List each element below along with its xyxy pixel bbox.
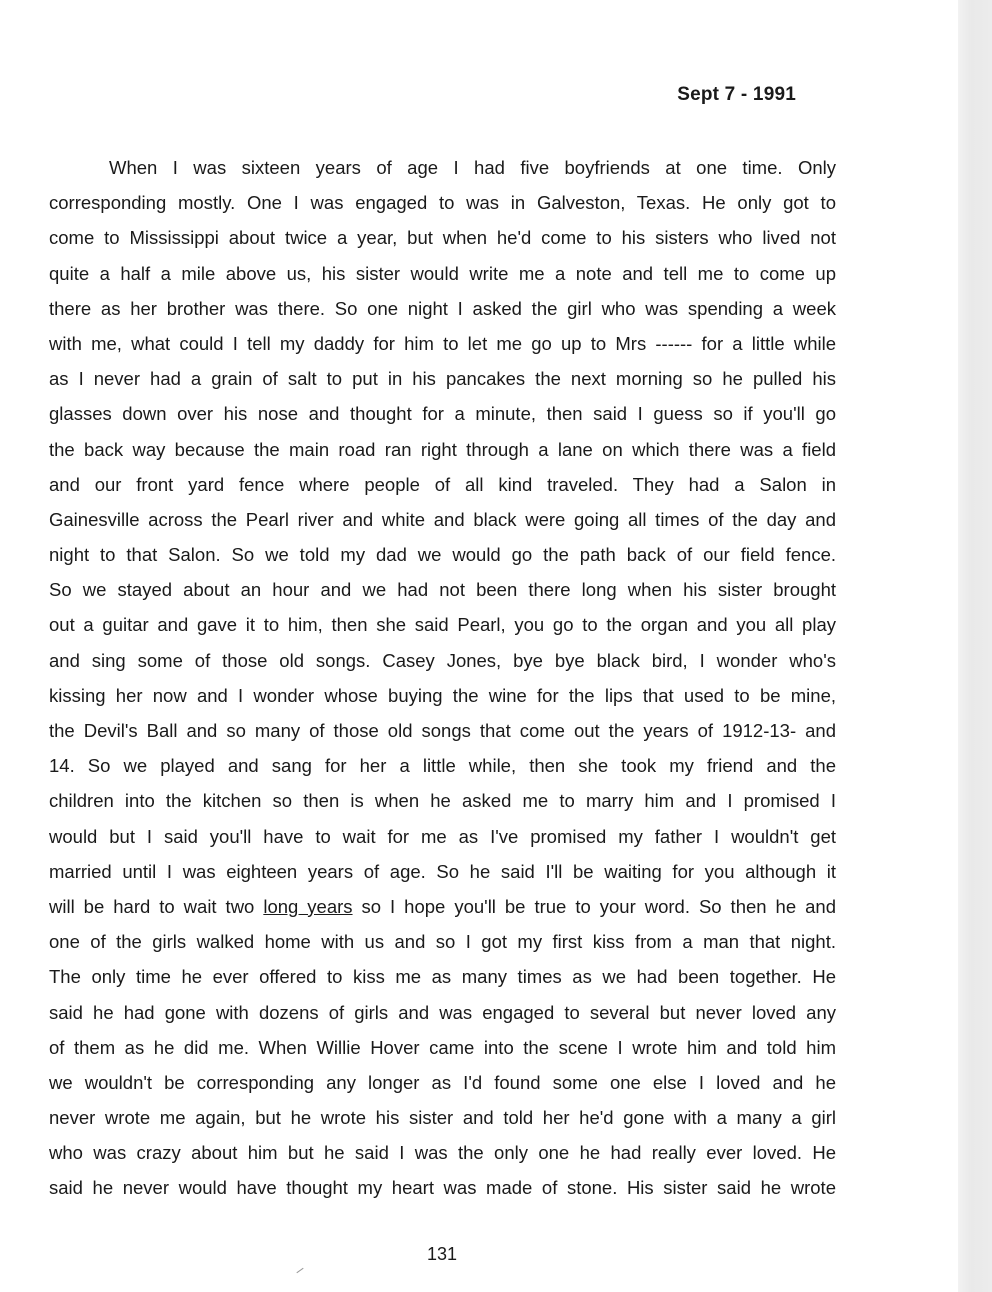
body-line-19: children into the kitchen so then is when he asked me to marry him and I promised I xyxy=(49,790,836,812)
body-line-5: there as her brother was there. So one night I asked the girl who was spending a week xyxy=(49,297,836,319)
body-line-30: said he never would have thought my heart was made of stone. His sister said he wrote xyxy=(49,1177,836,1199)
page-number: 131 xyxy=(426,1244,458,1264)
body-line-25: said he had gone with dozens of girls and was engaged to several but never loved any xyxy=(49,1001,836,1023)
body-line-7: as I never had a grain of salt to put in his pancakes the next morning so he pulled his xyxy=(49,368,836,390)
body-line-29: who was crazy about him but he said I was the only one he had really ever loved. He xyxy=(49,1142,836,1164)
body-line-4: quite a half a mile above us, his sister would write me a note and tell me to come up xyxy=(49,262,836,284)
body-line-12: night to that Salon. So we told my dad we would go the path back of our field fence. xyxy=(49,544,836,566)
body-line-9: the back way because the main road ran right through a lane on which there was a field xyxy=(49,438,836,460)
body-line-15: and sing some of those old songs. Casey Jones, bye bye black bird, I wonder who's xyxy=(49,649,836,671)
body-line-20: would but I said you'll have to wait for me as I've promised my father I wouldn't get xyxy=(49,825,836,847)
letter-date: Sept 7 - 1991 xyxy=(677,84,796,105)
body-line-10: and our front yard fence where people of all kind traveled. They had a Salon in xyxy=(49,473,836,495)
body-line-27: we wouldn't be corresponding any longer as I'd found some one else I loved and he xyxy=(49,1071,836,1093)
body-line-13: So we stayed about an hour and we had not been there long when his sister brought xyxy=(49,579,836,601)
body-line-11: Gainesville across the Pearl river and white and black were going all times of the day and xyxy=(49,508,836,530)
body-line-23: one of the girls walked home with us and so I got my first kiss from a man that night. xyxy=(49,931,836,953)
body-line-16: kissing her now and I wonder whose buying the wine for the lips that used to be mine, xyxy=(49,684,836,706)
body-line-22 xyxy=(49,889,836,924)
body-line-8: glasses down over his nose and thought for a minute, then said I guess so if you'll go xyxy=(49,403,836,425)
body-line-28: never wrote me again, but he wrote his sister and told her he'd gone with a many a girl xyxy=(49,1107,836,1129)
body-line-18: 14. So we played and sang for her a little while, then she took my friend and the xyxy=(49,755,836,777)
body-line-14: out a guitar and gave it to him, then she said Pearl, you go to the organ and you all play xyxy=(49,614,836,636)
line22-after: so I hope you'll be true to your word. So then he and xyxy=(352,895,836,917)
body-line-1: When I was sixteen years of age I had five boyfriends at one time. Only xyxy=(109,157,836,178)
scan-speck xyxy=(296,1268,303,1273)
body-line-6: with me, what could I tell my daddy for him to let me go up to Mrs ------ for a little while xyxy=(49,332,836,354)
body-line-21: married until I was eighteen years of age. So he said I'll be waiting for you although it xyxy=(49,860,836,882)
scan-edge-shadow xyxy=(958,0,992,1292)
line22-before: will be hard to wait two xyxy=(49,895,264,917)
underlined-phrase: long years xyxy=(263,895,353,917)
body-line-24: The only time he ever offered to kiss me as many times as we had been together. He xyxy=(49,966,836,988)
body-line-3: come to Mississippi about twice a year, but when he'd come to his sisters who lived not xyxy=(49,227,836,249)
body-line-2: corresponding mostly. One I was engaged to was in Galveston, Texas. He only got to xyxy=(49,192,836,214)
body-line-17: the Devil's Ball and so many of those old songs that come out the years of 1912-13- and xyxy=(49,720,836,741)
letter-body xyxy=(49,150,836,1206)
body-line-26: of them as he did me. When Willie Hover came into the scene I wrote him and told him xyxy=(49,1036,836,1058)
